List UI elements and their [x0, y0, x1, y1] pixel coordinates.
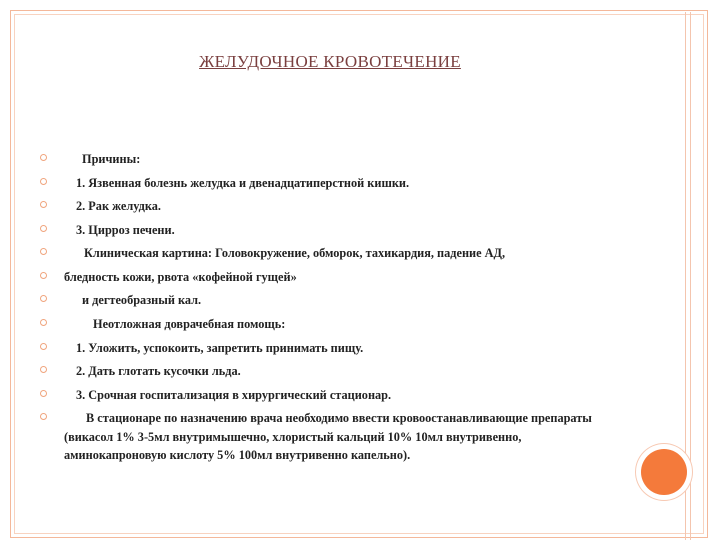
bullet-icon: [40, 272, 47, 279]
bullet-icon: [40, 248, 47, 255]
bullet-icon: [40, 413, 47, 420]
bullet-icon: [40, 201, 47, 208]
list-item-text: Причины:: [82, 152, 141, 166]
list-item-text: Неотложная доврачебная помощь:: [93, 317, 286, 331]
bullet-icon: [40, 366, 47, 373]
list-item-text: и дегтеобразный кал.: [82, 293, 202, 307]
bullet-icon: [40, 225, 47, 232]
list-item-text: 3. Срочная госпитализация в хирургический стационар.: [76, 388, 392, 402]
bullet-icon: [40, 178, 47, 185]
bullet-icon: [40, 343, 47, 350]
bullet-icon: [40, 390, 47, 397]
decorative-circle: [641, 449, 687, 495]
bullet-icon: [40, 154, 47, 161]
list-item-text: 3. Цирроз печени.: [76, 223, 175, 237]
list-item-text: 1. Уложить, успокоить, запретить принимать пищу.: [76, 341, 364, 355]
list-item-text: Клиническая картина: Головокружение, обморок, тахикардия, падение АД,: [84, 246, 506, 260]
decorative-line: [685, 12, 686, 540]
slide-title: ЖЕЛУДОЧНОЕ КРОВОТЕЧЕНИЕ: [199, 52, 461, 71]
bullet-icon: [40, 295, 47, 302]
bullet-icon: [40, 319, 47, 326]
list-item-text: 2. Дать глотать кусочки льда.: [76, 364, 241, 378]
list-item-text: бледность кожи, рвота «кофейной гущей»: [64, 270, 297, 284]
decorative-line: [690, 12, 691, 540]
list-item-text: 1. Язвенная болезнь желудка и двенадцатиперстной кишки.: [76, 176, 410, 190]
list-item-text: В стационаре по назначению врача необходимо ввести кровоостанавливающие препараты (викасол 1% 3-5мл внутримышечно, хлористый кальций 10% 10мл внутривенно, аминокапроновую кислоту 5% 100мл внутривенно капельно).: [64, 411, 592, 462]
list-item-text: 2. Рак желудка.: [76, 199, 161, 213]
